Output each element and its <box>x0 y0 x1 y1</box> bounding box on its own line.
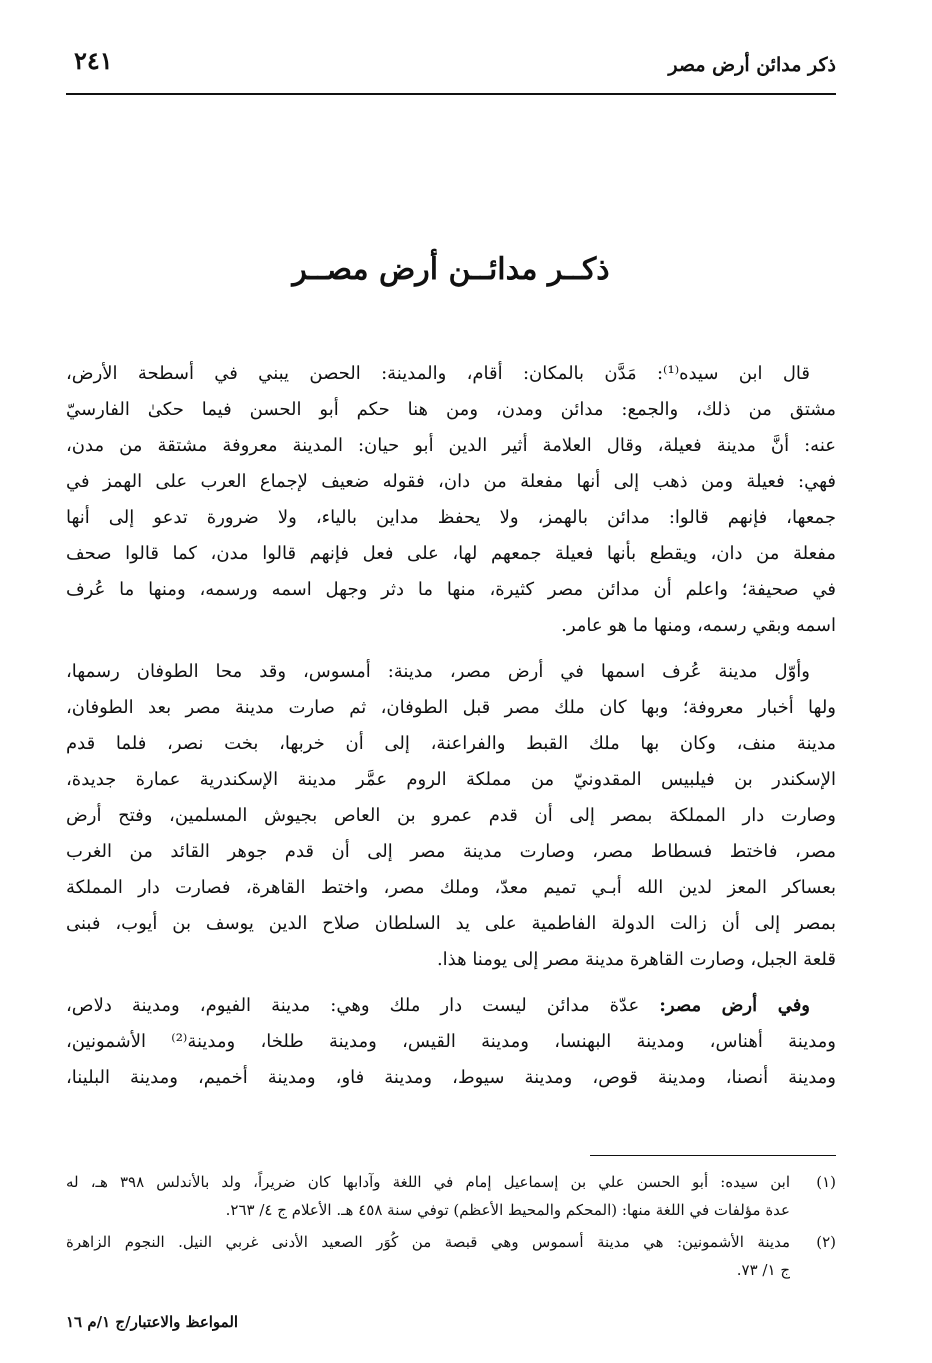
text-line: وصارت دار المملكة بمصر إلى أن قدم عمرو بن العاص بجيوش المسلمين، وفتح أرض <box>66 805 836 826</box>
text-line: قال ابن سيده⁽¹⁾: مَدَّن بالمكان: أقام، والمدينة: الحصن يبني في أسطحة الأرض، <box>66 363 811 384</box>
paragraph-lead: وفي أرض مصر: <box>659 995 810 1016</box>
text-line: جمعها، فإنهم قالوا: مدائن بالهمز، ولا يحفظ مداين بالياء، ولا ضرورة تدعو إلى أنها <box>66 507 836 528</box>
paragraph-1 <box>66 356 836 644</box>
text-line: في صحيفة؛ واعلم أن مدائن مصر كثيرة، منها ما دثر وجهل اسمه ورسمه، ومنها ما عُرف <box>66 579 836 600</box>
text-line: مدينة منف، وكان بها ملك القبط والفراعنة، إلى أن خربها، بخت نصر، فلما قدم <box>66 733 836 754</box>
text-line: قلعة الجبل، وصارت القاهرة مدينة مصر إلى يومنا هذا. <box>436 949 836 970</box>
text-line: بعساكر المعز لدين الله أبـي تميم معدّ، وملك مصر، واختط القاهرة، فصارت دار المملكة <box>66 877 836 898</box>
text-line: الإسكندر بن فيلبيس المقدونيّ من مملكة الروم عمَّر مدينة الإسكندرية عمارة جديدة، <box>66 769 836 790</box>
text-line: وأوّل مدينة عُرف اسمها في أرض مصر، مدينة: أمسوس، وقد محا الطوفان رسمها، <box>66 661 810 682</box>
printer-signature: المواعظ والاعتبار/ج ١/م ١٦ <box>66 1313 239 1331</box>
footnote-line: ج ١/ ٧٣. <box>736 1261 790 1279</box>
text-line: ومدينة أهناس، ومدينة البهنسا، ومدينة القيس، ومدينة طلخا، ومدينة⁽²⁾ الأشمونين، <box>66 1031 836 1052</box>
page-number: ٢٤١ <box>74 46 113 75</box>
body-text <box>66 356 836 1106</box>
footnote-line: ابن سيده: أبو الحسن علي بن إسماعيل إمام في اللغة وآدابها كان ضريراً، ولد بالأندلس ٣٩٨ هـ، له <box>66 1173 790 1191</box>
footnote-line: عدة مؤلفات في اللغة منها: (المحكم والمحيط الأعظم) توفي سنة ٤٥٨ هـ. الأعلام ج ٤/ ٢٦٣. <box>225 1201 790 1219</box>
footnote-2 <box>66 1228 836 1284</box>
text-line: عنه: أنَّ مدينة فعيلة، وقال العلامة أثير الدين أبو حيان: المدينة معروفة مشتقة من مدن، <box>66 435 836 456</box>
chapter-title: ذكــر مدائــن أرض مصــر <box>292 252 610 287</box>
footnote-number: (٢) <box>816 1233 836 1251</box>
text-line <box>66 988 836 1024</box>
footnote-number: (١) <box>816 1173 836 1191</box>
text-line: بمصر إلى أن زالت الدولة الفاطمية على يد السلطان صلاح الدين يوسف بن أيوب، فبنى <box>66 913 836 934</box>
text-line: ولها أخبار معروفة؛ وبها كان ملك مصر قبل الطوفان، ثم صارت مدينة مصر بعد الطوفان، <box>66 697 836 718</box>
header-rule <box>66 93 836 95</box>
footnote-1 <box>66 1168 836 1224</box>
running-header <box>66 40 836 94</box>
footnotes <box>66 1168 836 1288</box>
footnote-rule <box>590 1155 836 1156</box>
paragraph-2 <box>66 654 836 978</box>
text-line: اسمه وبقي رسمه، ومنها ما هو عامر. <box>561 615 836 636</box>
text-line: مشتق من ذلك، والجمع: مدائن ومدن، ومن هنا حكم أبو الحسن فيما حكىٰ الفارسيّ <box>66 399 836 420</box>
text-line: مفعلة من دان، ويقطع بأنها فعيلة جمعهم لها، على فعل فإنهم قالوا مدن، كما قالوا صحف <box>66 543 836 564</box>
running-title: ذكر مدائن أرض مصر <box>668 54 836 76</box>
text-line: فهي: فعيلة ومن ذهب إلى أنها مفعلة من دان، فقوله ضعيف لإجماع العرب على الهمز في <box>66 471 836 492</box>
text-line: مصر، فاختط فسطاط مصر، وصارت مدينة مصر إلى أن قدم جوهر القائد من الغرب <box>66 841 836 862</box>
text-line: ومدينة أنصنا، ومدينة قوص، ومدينة سيوط، ومدينة فاو، ومدينة أخميم، ومدينة البلينا، <box>66 1067 836 1088</box>
text-line-rest: عدّة مدائن ليست دار ملك وهي: مدينة الفيوم، ومدينة دلاص، <box>66 995 660 1016</box>
footnote-line: مدينة الأشمونين: هي مدينة أسموس وهي قبصة من كُوَر الصعيد الأدنى غربي النيل. النجوم الزاهرة <box>66 1233 790 1251</box>
paragraph-3 <box>66 988 836 1096</box>
